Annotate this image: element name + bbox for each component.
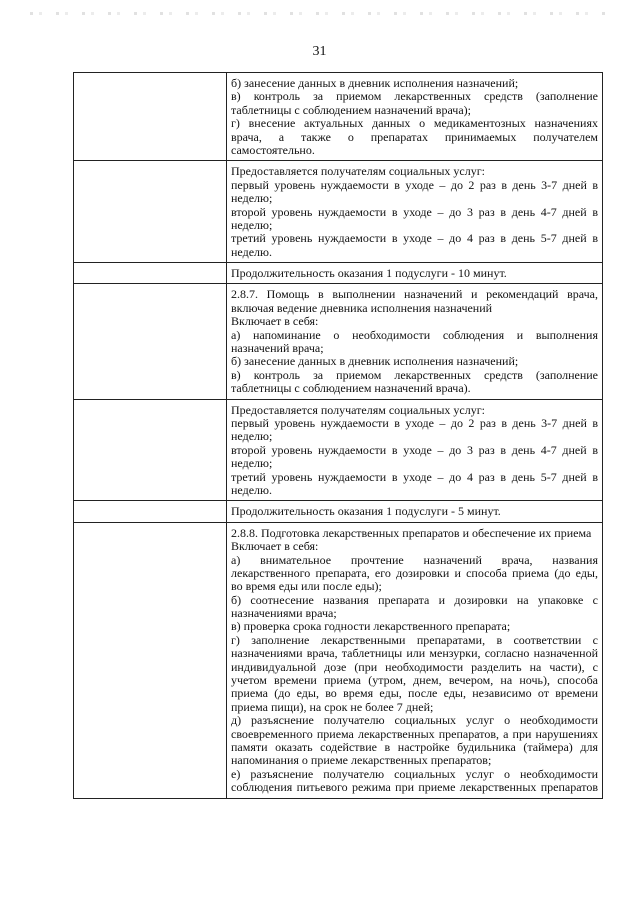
text-line: Включает в себя: <box>231 540 319 554</box>
text-line: своевременного приема лекарственных препаратов, а при нарушениях <box>231 727 598 741</box>
table-row <box>74 399 603 501</box>
description-cell <box>227 522 603 798</box>
text-line: Включает в себя: <box>231 315 319 329</box>
text-line: Предоставляется получателям социальных услуг: <box>231 403 485 417</box>
text-line: первый уровень нуждаемости в уходе – до 2 раз в день 3-7 дней в <box>231 416 598 430</box>
text-line: неделю; <box>231 430 273 444</box>
text-line: Продолжительность оказания 1 подуслуги - 10 минут. <box>231 267 507 281</box>
text-line: неделю; <box>231 192 273 206</box>
text-line: в) контроль за приемом лекарственных средств (заполнение <box>231 90 598 104</box>
text-line: а) внимательное прочтение назначений врача, названия <box>231 553 598 567</box>
text-line: е) разъяснение получателю социальных услуг о необходимости <box>231 767 598 781</box>
text-line: 2.8.7. Помощь в выполнении назначений и рекомендаций врача, <box>231 288 598 302</box>
description-cell <box>227 399 603 501</box>
empty-cell <box>74 399 227 501</box>
text-line: первый уровень нуждаемости в уходе – до 2 раз в день 3-7 дней в <box>231 178 598 192</box>
empty-cell <box>74 522 227 798</box>
text-line: неделю. <box>231 483 272 497</box>
text-line: в) проверка срока годности лекарственного препарата; <box>231 620 511 634</box>
description-cell <box>227 161 603 263</box>
table-body <box>74 73 603 799</box>
table-row <box>74 73 603 161</box>
text-line: во время еды или после еды); <box>231 580 382 594</box>
text-line: Продолжительность оказания 1 подуслуги - 5 минут. <box>231 505 501 519</box>
text-line: таблетницы с соблюдением назначений врача). <box>231 382 471 396</box>
description-cell <box>227 263 603 284</box>
text-line: а) напоминание о необходимости соблюдения и выполнения <box>231 328 598 342</box>
description-cell <box>227 73 603 161</box>
table-row <box>74 161 603 263</box>
description-cell <box>227 501 603 522</box>
empty-cell <box>74 73 227 161</box>
text-line: второй уровень нуждаемости в уходе – до 3 раз в день 4-7 дней в <box>231 443 598 457</box>
text-line: д) разъяснение получателю социальных услуг о необходимости <box>231 714 598 728</box>
services-table <box>73 72 603 799</box>
scan-artifact <box>30 12 610 15</box>
text-line: б) занесение данных в дневник исполнения назначений; <box>231 355 519 369</box>
page-number: 31 <box>312 44 327 59</box>
text-line: 2.8.8. Подготовка лекарственных препаратов и обеспечение их приема <box>231 526 592 540</box>
empty-cell <box>74 161 227 263</box>
text-line: индивидуальной дозе (при необходимости разделить на части), с <box>231 660 598 674</box>
text-line: врача, а также о препаратах принимаемых получателем <box>231 130 598 144</box>
text-line: назначений врача; <box>231 342 324 356</box>
text-line: назначениями врача; <box>231 607 337 621</box>
text-line: третий уровень нуждаемости в уходе – до 4 раз в день 5-7 дней в <box>231 232 598 246</box>
text-line: неделю; <box>231 457 273 471</box>
text-line: приема (до еды, во время еды, после еды, независимо от времени <box>231 687 598 701</box>
table-row <box>74 501 603 522</box>
text-line: напоминания о приеме лекарственных препаратов; <box>231 754 492 768</box>
table-row <box>74 263 603 284</box>
text-line: соблюдения питьевого режима при приеме лекарственных препаратов <box>231 781 598 795</box>
text-line: самостоятельно. <box>231 143 315 157</box>
empty-cell <box>74 501 227 522</box>
empty-cell <box>74 284 227 399</box>
text-line: Предоставляется получателям социальных услуг: <box>231 165 485 179</box>
description-cell <box>227 284 603 399</box>
text-line: г) внесение актуальных данных о медикаментозных назначениях <box>231 117 598 131</box>
text-line: включая ведение дневника исполнения назначений <box>231 301 493 315</box>
text-line: неделю. <box>231 245 272 259</box>
text-line: таблетницы с соблюдением назначений врача); <box>231 103 471 117</box>
empty-cell <box>74 263 227 284</box>
text-line: второй уровень нуждаемости в уходе – до 3 раз в день 4-7 дней в <box>231 205 598 219</box>
text-line: в) контроль за приемом лекарственных средств (заполнение <box>231 368 598 382</box>
text-line: б) соотнесение названия препарата и дозировки на упаковке с <box>231 593 598 607</box>
text-line: б) занесение данных в дневник исполнения назначений; <box>231 77 519 90</box>
text-line: учетом времени приема (утром, днем, вечером, на ночь), способа <box>231 674 598 688</box>
table-row <box>74 284 603 399</box>
text-line: приема пищи), на срок не более 7 дней; <box>231 700 434 714</box>
text-line: памяти оказать содействие в настройке будильника (таймера) для <box>231 740 598 754</box>
text-line: неделю; <box>231 218 273 232</box>
text-line: третий уровень нуждаемости в уходе – до 4 раз в день 5-7 дней в <box>231 470 598 484</box>
text-line: лекарственного препарата, его дозировки и способа приема (до еды, <box>231 566 598 580</box>
table-row <box>74 522 603 798</box>
text-line: назначениями врача, таблетницы или мензурки, согласно назначенной <box>231 647 598 661</box>
text-line: г) заполнение лекарственными препаратами, в соответствии с <box>231 633 598 647</box>
